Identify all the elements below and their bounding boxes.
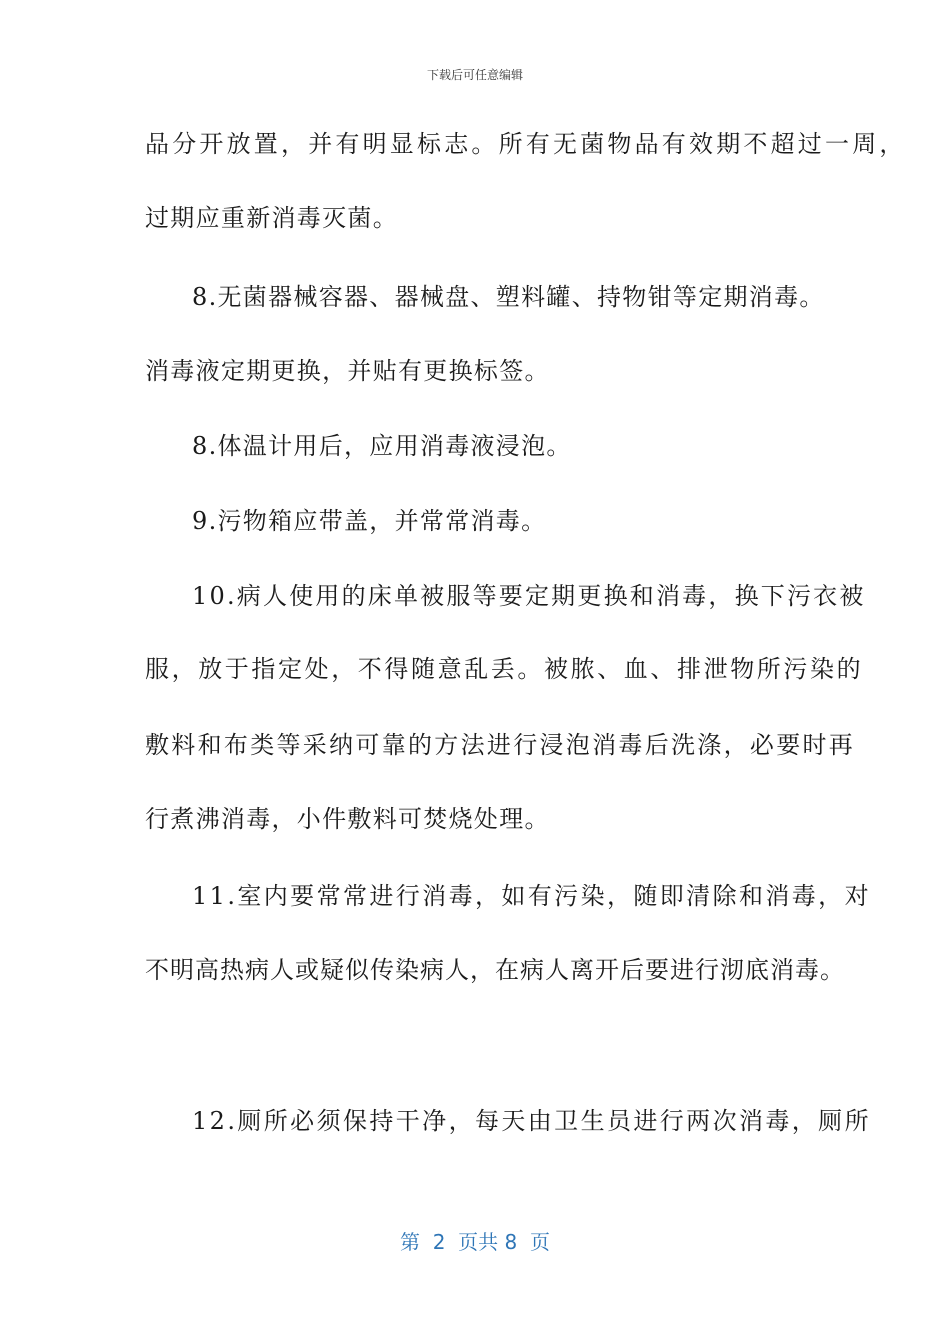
body-line: 12.厕所必须保持干净，每天由卫生员进行两次消毒，厕所	[192, 1107, 871, 1135]
page-number-footer: 第 2 页共 8 页	[400, 1230, 550, 1254]
body-line: 10.病人使用的床单被服等要定期更换和消毒，换下污衣被	[192, 582, 866, 610]
body-line: 不明高热病人或疑似传染病人，在病人离开后要进行沏底消毒。	[145, 956, 845, 984]
body-line: 品分开放置，并有明显标志。所有无菌物品有效期不超过一周，	[145, 130, 907, 158]
body-line: 消毒液定期更换，并贴有更换标签。	[145, 357, 550, 385]
body-line: 敷料和布类等采纳可靠的方法进行浸泡消毒后洗涤，必要时再	[145, 731, 856, 759]
body-line: 8.无菌器械容器、器械盘、塑料罐、持物钳等定期消毒。	[192, 283, 825, 311]
body-line: 过期应重新消毒灭菌。	[145, 204, 398, 232]
page-header: 下载后可任意编辑	[426, 68, 523, 82]
body-line: 11.室内要常常进行消毒，如有污染，随即清除和消毒，对	[192, 882, 871, 910]
body-line: 8.体温计用后，应用消毒液浸泡。	[192, 432, 572, 460]
body-line: 9.污物箱应带盖，并常常消毒。	[192, 507, 547, 535]
body-line: 行煮沸消毒，小件敷料可焚烧处理。	[145, 805, 550, 833]
body-line: 服，放于指定处，不得随意乱丢。被脓、血、排泄物所污染的	[145, 655, 864, 683]
